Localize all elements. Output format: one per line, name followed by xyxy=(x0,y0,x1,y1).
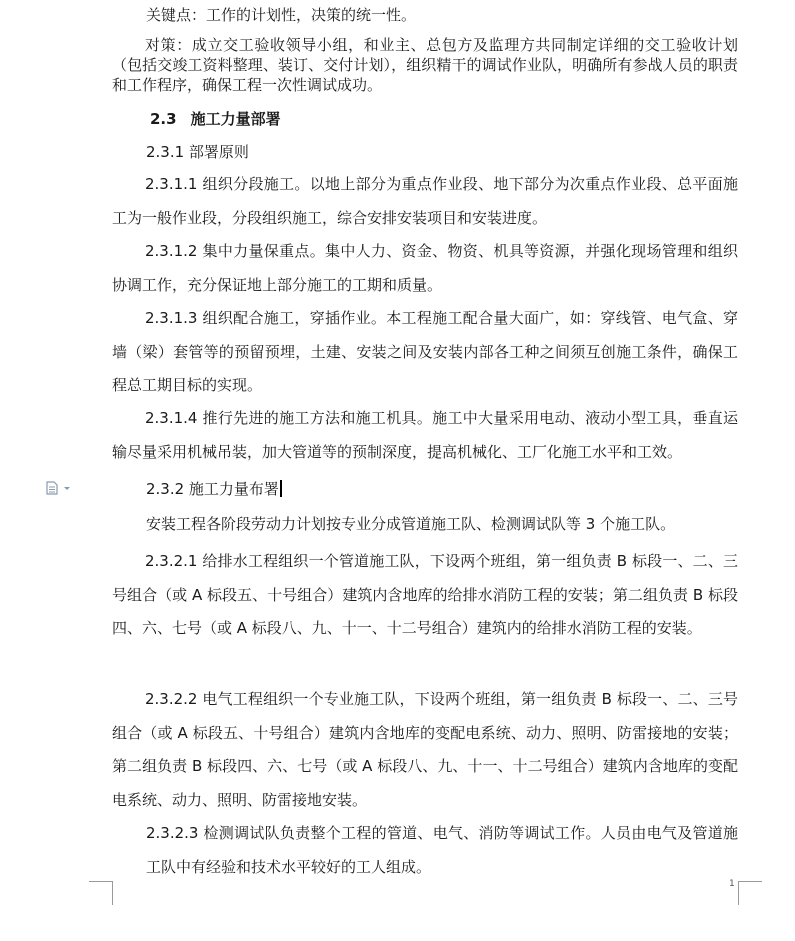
section-heading-2-3 xyxy=(150,109,281,129)
paragraph-2-3-2-3: 2.3.2.3 检测调试队负责整个工程的管道、电气、消防等调试工作。人员由电气及管道施工队中有经验和技术水平较好的工人组成。 xyxy=(146,824,738,876)
subsection-heading-2-3-1: 2.3.1 部署原则 xyxy=(146,143,249,161)
document-options-icon[interactable] xyxy=(46,481,76,495)
paragraph-2-3-1-4: 2.3.1.4 推行先进的施工方法和施工机具。施工中大量采用电动、液动小型工具，垂直运输尽量采用机械吊装，加大管道等的预制深度，提高机械化、工厂化施工水平和工效。 xyxy=(112,409,738,461)
paragraph-2-3-1-1: 2.3.1.1 组织分段施工。以地上部分为重点作业段、地下部分为次重点作业段、总平面施工为一般作业段，分段组织施工，综合安排安装项目和安装进度。 xyxy=(112,175,738,227)
crop-mark-right-vertical xyxy=(738,881,739,905)
subsection-heading-text: 2.3.2 施工力量布署 xyxy=(146,480,279,498)
paragraph-countermeasure: 对策：成立交工验收领导小组，和业主、总包方及监理方共同制定详细的交工验收计划（包括交竣工资料整理、装订、交付计划），组织精干的调试作业队，明确所有参战人员的职责和工作程序，确保工程一次性调试成功。 xyxy=(112,36,738,94)
paragraph-2-3-1-3: 2.3.1.3 组织配合施工，穿插作业。本工程施工配合量大面广，如：穿线管、电气盒、穿墙（梁）套管等的预留预埋，土建、安装之间及安装内部各工种之间须互创施工条件，确保工程总工期目标的实现。 xyxy=(112,309,738,394)
heading-title: 施工力量部署 xyxy=(190,110,281,128)
paragraph-2-3-2-1: 2.3.2.1 给排水工程组织一个管道施工队，下设两个班组，第一组负责 B 标段一、二、三号组合（或 A 标段五、十号组合）建筑内含地库的给排水消防工程的安装；第二组负责 B 标段四、六、七号（或 A 标段八、九、十一、十二号组合）建筑内的给排水消防工程的安装。 xyxy=(112,552,738,637)
paragraph-2-3-2-2: 2.3.2.2 电气工程组织一个专业施工队，下设两个班组，第一组负责 B 标段一、二、三号组合（或 A 标段五、十号组合）建筑内含地库的变配电系统、动力、照明、防雷接地的安装；第二组负责 B 标段四、六、七号（或 A 标段八、九、十一、十二号组合）建筑内含地库的变配电系统、动力、照明、防雷接地安装。 xyxy=(112,690,738,809)
crop-mark-left-horizontal xyxy=(89,881,113,882)
text-cursor xyxy=(280,480,282,497)
subsection-heading-2-3-2[interactable] xyxy=(146,478,546,500)
crop-mark-right-horizontal xyxy=(738,881,762,882)
paragraph-2-3-2-intro: 安装工程各阶段劳动力计划按专业分成管道施工队、检测调试队等 3 个施工队。 xyxy=(146,515,676,533)
page-number: 1 xyxy=(729,879,735,889)
crop-mark-left-vertical xyxy=(112,881,113,905)
heading-number: 2.3 xyxy=(150,110,177,128)
paragraph-2-3-1-2: 2.3.1.2 集中力量保重点。集中人力、资金、物资、机具等资源，并强化现场管理和组织协调工作，充分保证地上部分施工的工期和质量。 xyxy=(112,242,738,294)
paragraph-key-point: 关键点：工作的计划性，决策的统一性。 xyxy=(146,6,417,24)
